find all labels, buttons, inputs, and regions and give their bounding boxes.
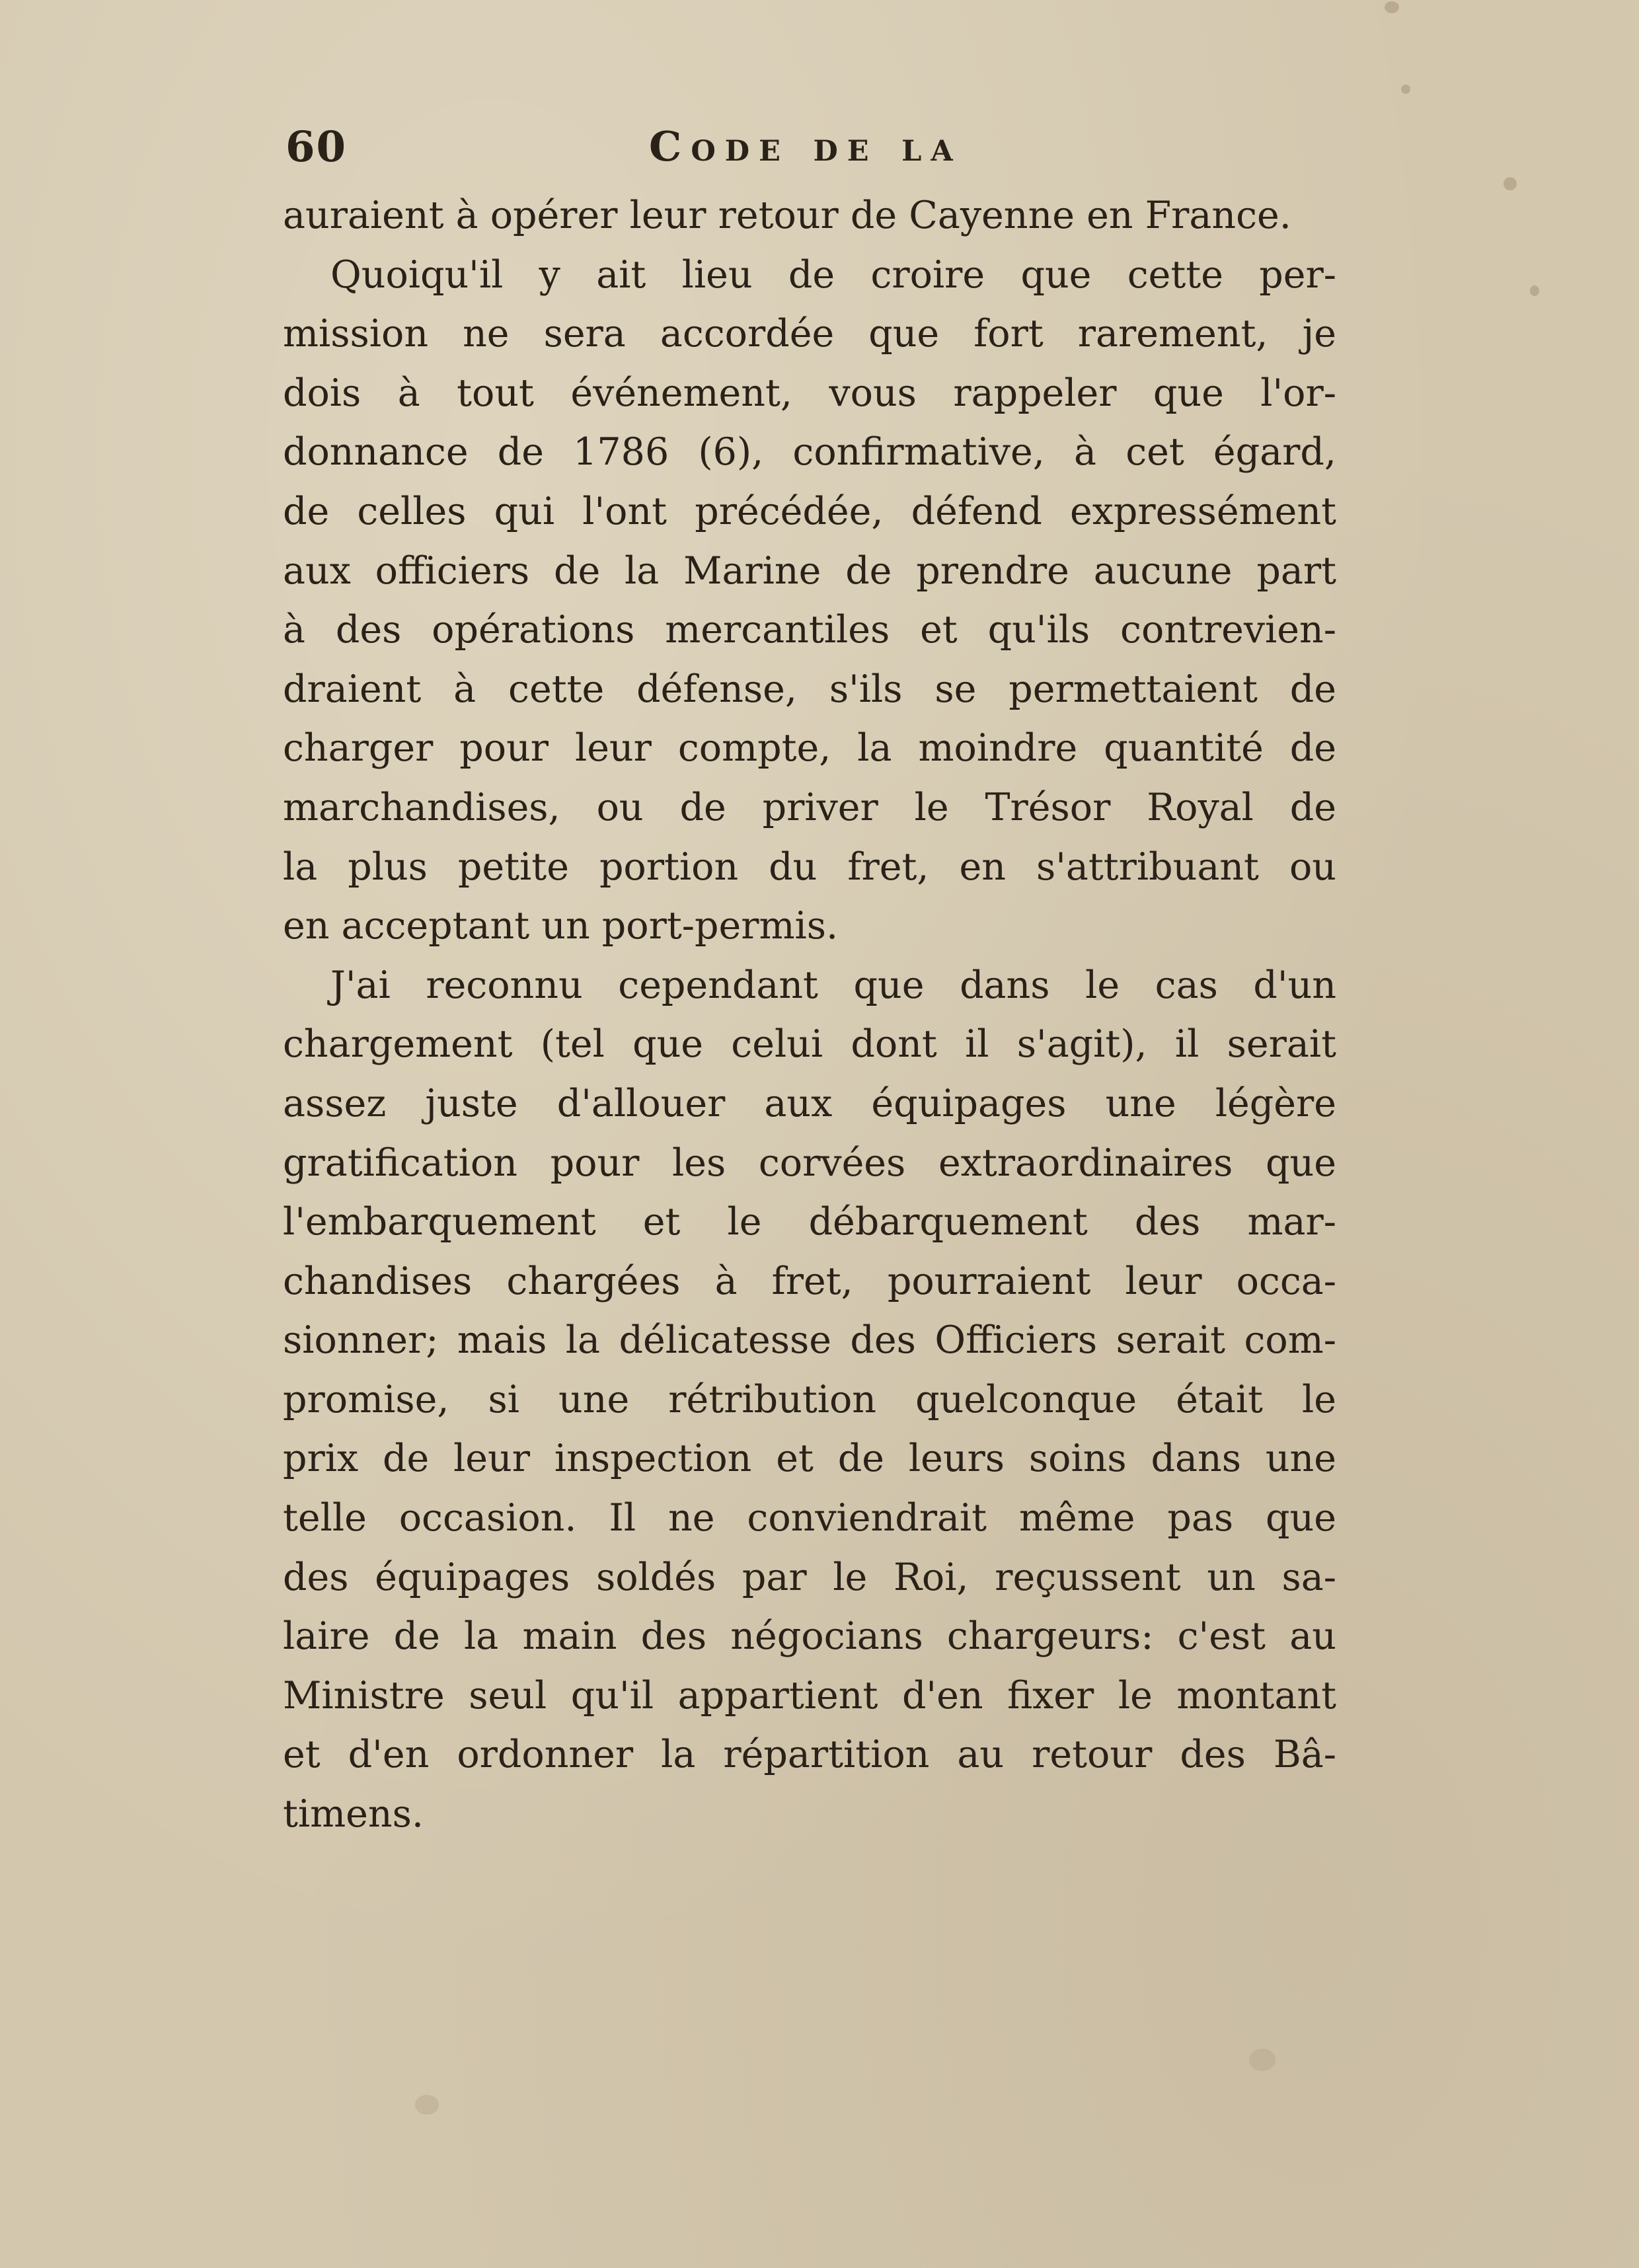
- text-line: telle occasion. Il ne conviendrait même pas que: [283, 1496, 1336, 1540]
- text-line: Ministre seul qu'il appartient d'en fixer le montant: [283, 1673, 1336, 1718]
- text-line: à des opérations mercantiles et qu'ils contrevien-: [283, 608, 1336, 652]
- text-line: mission ne sera accordée que fort rarement, je: [283, 312, 1336, 356]
- text-line: charger pour leur compte, la moindre quantité de: [283, 726, 1336, 771]
- text-line: de celles qui l'ont précédée, défend expressément: [283, 489, 1336, 533]
- text-line: Quoiqu'il y ait lieu de croire que cette per-: [330, 252, 1336, 297]
- text-line: marchandises, ou de priver le Trésor Royal de: [283, 785, 1336, 829]
- text-line: aux officiers de la Marine de prendre aucune part: [283, 548, 1336, 593]
- text-line: en acceptant un port-permis.: [283, 904, 839, 948]
- paragraph: [283, 186, 1336, 246]
- paper-blemish: [1385, 1, 1399, 13]
- text-line: sionner; mais la délicatesse des Officiers serait com-: [283, 1318, 1336, 1363]
- paper-blemish: [1401, 85, 1410, 94]
- paragraph: [283, 246, 1336, 956]
- text-line: gratification pour les corvées extraordinaires que: [283, 1141, 1336, 1185]
- text-line: timens.: [283, 1792, 424, 1836]
- paragraph: [283, 956, 1336, 1844]
- text-line: et d'en ordonner la répartition au retour des Bâ-: [283, 1733, 1336, 1777]
- page-header: [286, 122, 1343, 188]
- text-line: chandises chargées à fret, pourraient leur occa-: [283, 1259, 1336, 1303]
- text-line: J'ai reconnu cependant que dans le cas d'un: [330, 963, 1336, 1007]
- paper-blemish: [1249, 2049, 1276, 2071]
- paper-blemish: [1504, 177, 1517, 190]
- text-line: donnance de 1786 (6), confirmative, à cet égard,: [283, 430, 1336, 474]
- paper-blemish: [1530, 285, 1539, 296]
- text-line: draient à cette défense, s'ils se permettaient de: [283, 667, 1336, 711]
- text-line: des équipages soldés par le Roi, reçussent un sa-: [283, 1555, 1336, 1599]
- body-text: [283, 186, 1336, 1844]
- text-line: auraient à opérer leur retour de Cayenne en France.: [283, 194, 1291, 237]
- text-line: prix de leur inspection et de leurs soins dans une: [283, 1437, 1336, 1481]
- text-line: promise, si une rétribution quelconque était le: [283, 1377, 1336, 1421]
- paper-blemish: [415, 2095, 439, 2115]
- text-line: assez juste d'allouer aux équipages une légère: [283, 1081, 1336, 1125]
- text-line: la plus petite portion du fret, en s'attribuant ou: [283, 845, 1336, 889]
- page-number: 60: [286, 122, 348, 172]
- running-head: Code de la: [649, 122, 962, 170]
- text-line: dois à tout événement, vous rappeler que l'or-: [283, 371, 1336, 415]
- text-line: l'embarquement et le débarquement des mar-: [283, 1200, 1336, 1244]
- text-line: laire de la main des négocians chargeurs: c'est au: [283, 1614, 1336, 1659]
- text-line: chargement (tel que celui dont il s'agit), il serait: [283, 1022, 1336, 1067]
